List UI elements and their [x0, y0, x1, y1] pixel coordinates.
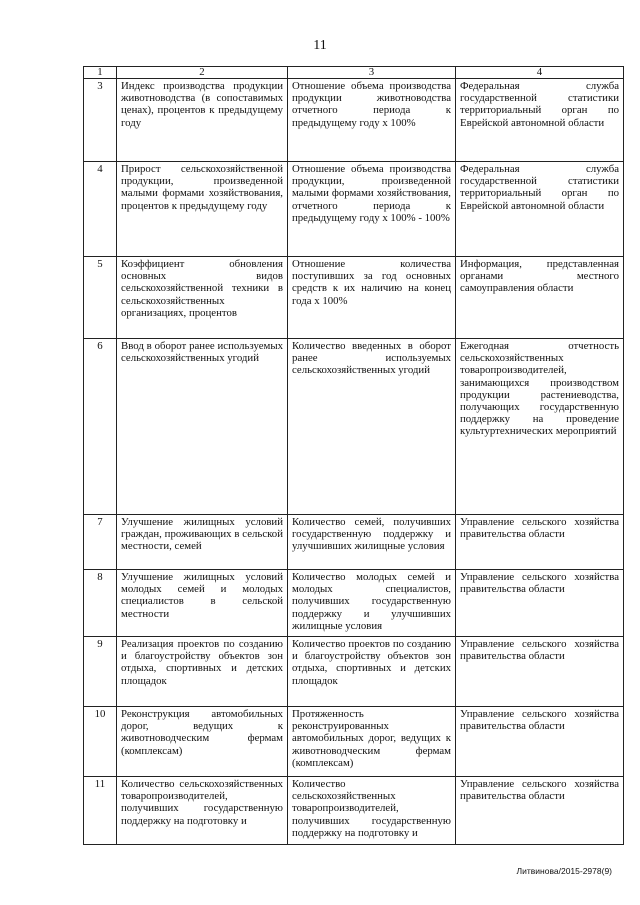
data-source-cell: Управление сельского хозяйства правительства области [456, 570, 624, 637]
page-number: 11 [313, 38, 327, 53]
calculation-method-cell: Количество молодых семей и молодых специалистов, получивших государственную поддержку и улучшивших жилищные условия [288, 570, 456, 637]
indicators-table [83, 66, 624, 845]
table-row [84, 257, 624, 339]
indicator-cell: Ввод в оборот ранее используемых сельскохозяйственных угодий [117, 339, 288, 515]
table-row [84, 79, 624, 162]
data-source-cell: Управление сельского хозяйства правительства области [456, 637, 624, 707]
data-source-cell: Информация, представленная органами местного самоуправления области [456, 257, 624, 339]
row-number: 4 [84, 162, 117, 257]
calculation-method-cell: Количество сельскохозяйственных товаропроизводителей, получивших государственную поддержку на подготовку и [288, 777, 456, 845]
indicator-cell: Улучшение жилищных условий молодых семей и молодых специалистов в сельской местности [117, 570, 288, 637]
calculation-method-cell: Отношение объема производства продукции, произведенной малыми формами хозяйствования, отчетного периода к предыдущему году х 100% - 100% [288, 162, 456, 257]
table-row [84, 707, 624, 777]
row-number: 8 [84, 570, 117, 637]
table-row [84, 777, 624, 845]
column-number-3: 3 [288, 67, 456, 79]
table-row [84, 339, 624, 515]
table-row [84, 515, 624, 570]
table-row [84, 570, 624, 637]
indicator-cell: Реконструкция автомобильных дорог, ведущих к животноводческим фермам (комплексам) [117, 707, 288, 777]
calculation-method-cell: Количество проектов по созданию и благоустройству объектов зон отдыха, спортивных и детских площадок [288, 637, 456, 707]
document-reference-footer: Литвинова/2015-2978(9) [516, 866, 612, 876]
column-number-4: 4 [456, 67, 624, 79]
data-source-cell: Ежегодная отчетность сельскохозяйственных товаропроизводителей, занимающихся производством продукции растениеводства, получающих государственную поддержку на проведение культуртехнических мероприятий [456, 339, 624, 515]
row-number: 10 [84, 707, 117, 777]
indicator-cell: Количество сельскохозяйственных товаропроизводителей, получивших государственную поддержку на подготовку и [117, 777, 288, 845]
calculation-method-cell: Протяженность реконструированных автомобильных дорог, ведущих к животноводческим фермам (комплексам) [288, 707, 456, 777]
data-source-cell: Федеральная служба государственной статистики территориальный орган по Еврейской автономной области [456, 162, 624, 257]
indicator-cell: Прирост сельскохозяйственной продукции, произведенной малыми формами хозяйствования, процентов к предыдущему году [117, 162, 288, 257]
row-number: 9 [84, 637, 117, 707]
table-row [84, 162, 624, 257]
data-source-cell: Управление сельского хозяйства правительства области [456, 515, 624, 570]
table-row [84, 637, 624, 707]
row-number: 7 [84, 515, 117, 570]
indicator-cell: Улучшение жилищных условий граждан, проживающих в сельской местности, семей [117, 515, 288, 570]
table-header-row [84, 67, 624, 79]
indicator-cell: Реализация проектов по созданию и благоустройству объектов зон отдыха, спортивных и детских площадок [117, 637, 288, 707]
column-number-1: 1 [84, 67, 117, 79]
data-source-cell: Федеральная служба государственной статистики территориальный орган по Еврейской автономной области [456, 79, 624, 162]
calculation-method-cell: Количество семей, получивших государственную поддержку и улучшивших жилищные условия [288, 515, 456, 570]
indicator-cell: Коэффициент обновления основных видов сельскохозяйственной техники в сельскохозяйственных организациях, процентов [117, 257, 288, 339]
calculation-method-cell: Количество введенных в оборот ранее используемых сельскохозяйственных угодий [288, 339, 456, 515]
calculation-method-cell: Отношение объема производства продукции животноводства отчетного периода к предыдущему году х 100% [288, 79, 456, 162]
data-source-cell: Управление сельского хозяйства правительства области [456, 707, 624, 777]
row-number: 5 [84, 257, 117, 339]
data-source-cell: Управление сельского хозяйства правительства области [456, 777, 624, 845]
calculation-method-cell: Отношение количества поступивших за год основных средств к их наличию на конец года х 100% [288, 257, 456, 339]
column-number-2: 2 [117, 67, 288, 79]
row-number: 11 [84, 777, 117, 845]
row-number: 6 [84, 339, 117, 515]
row-number: 3 [84, 79, 117, 162]
indicator-cell: Индекс производства продукции животноводства (в сопоставимых ценах), процентов к предыдущему году [117, 79, 288, 162]
